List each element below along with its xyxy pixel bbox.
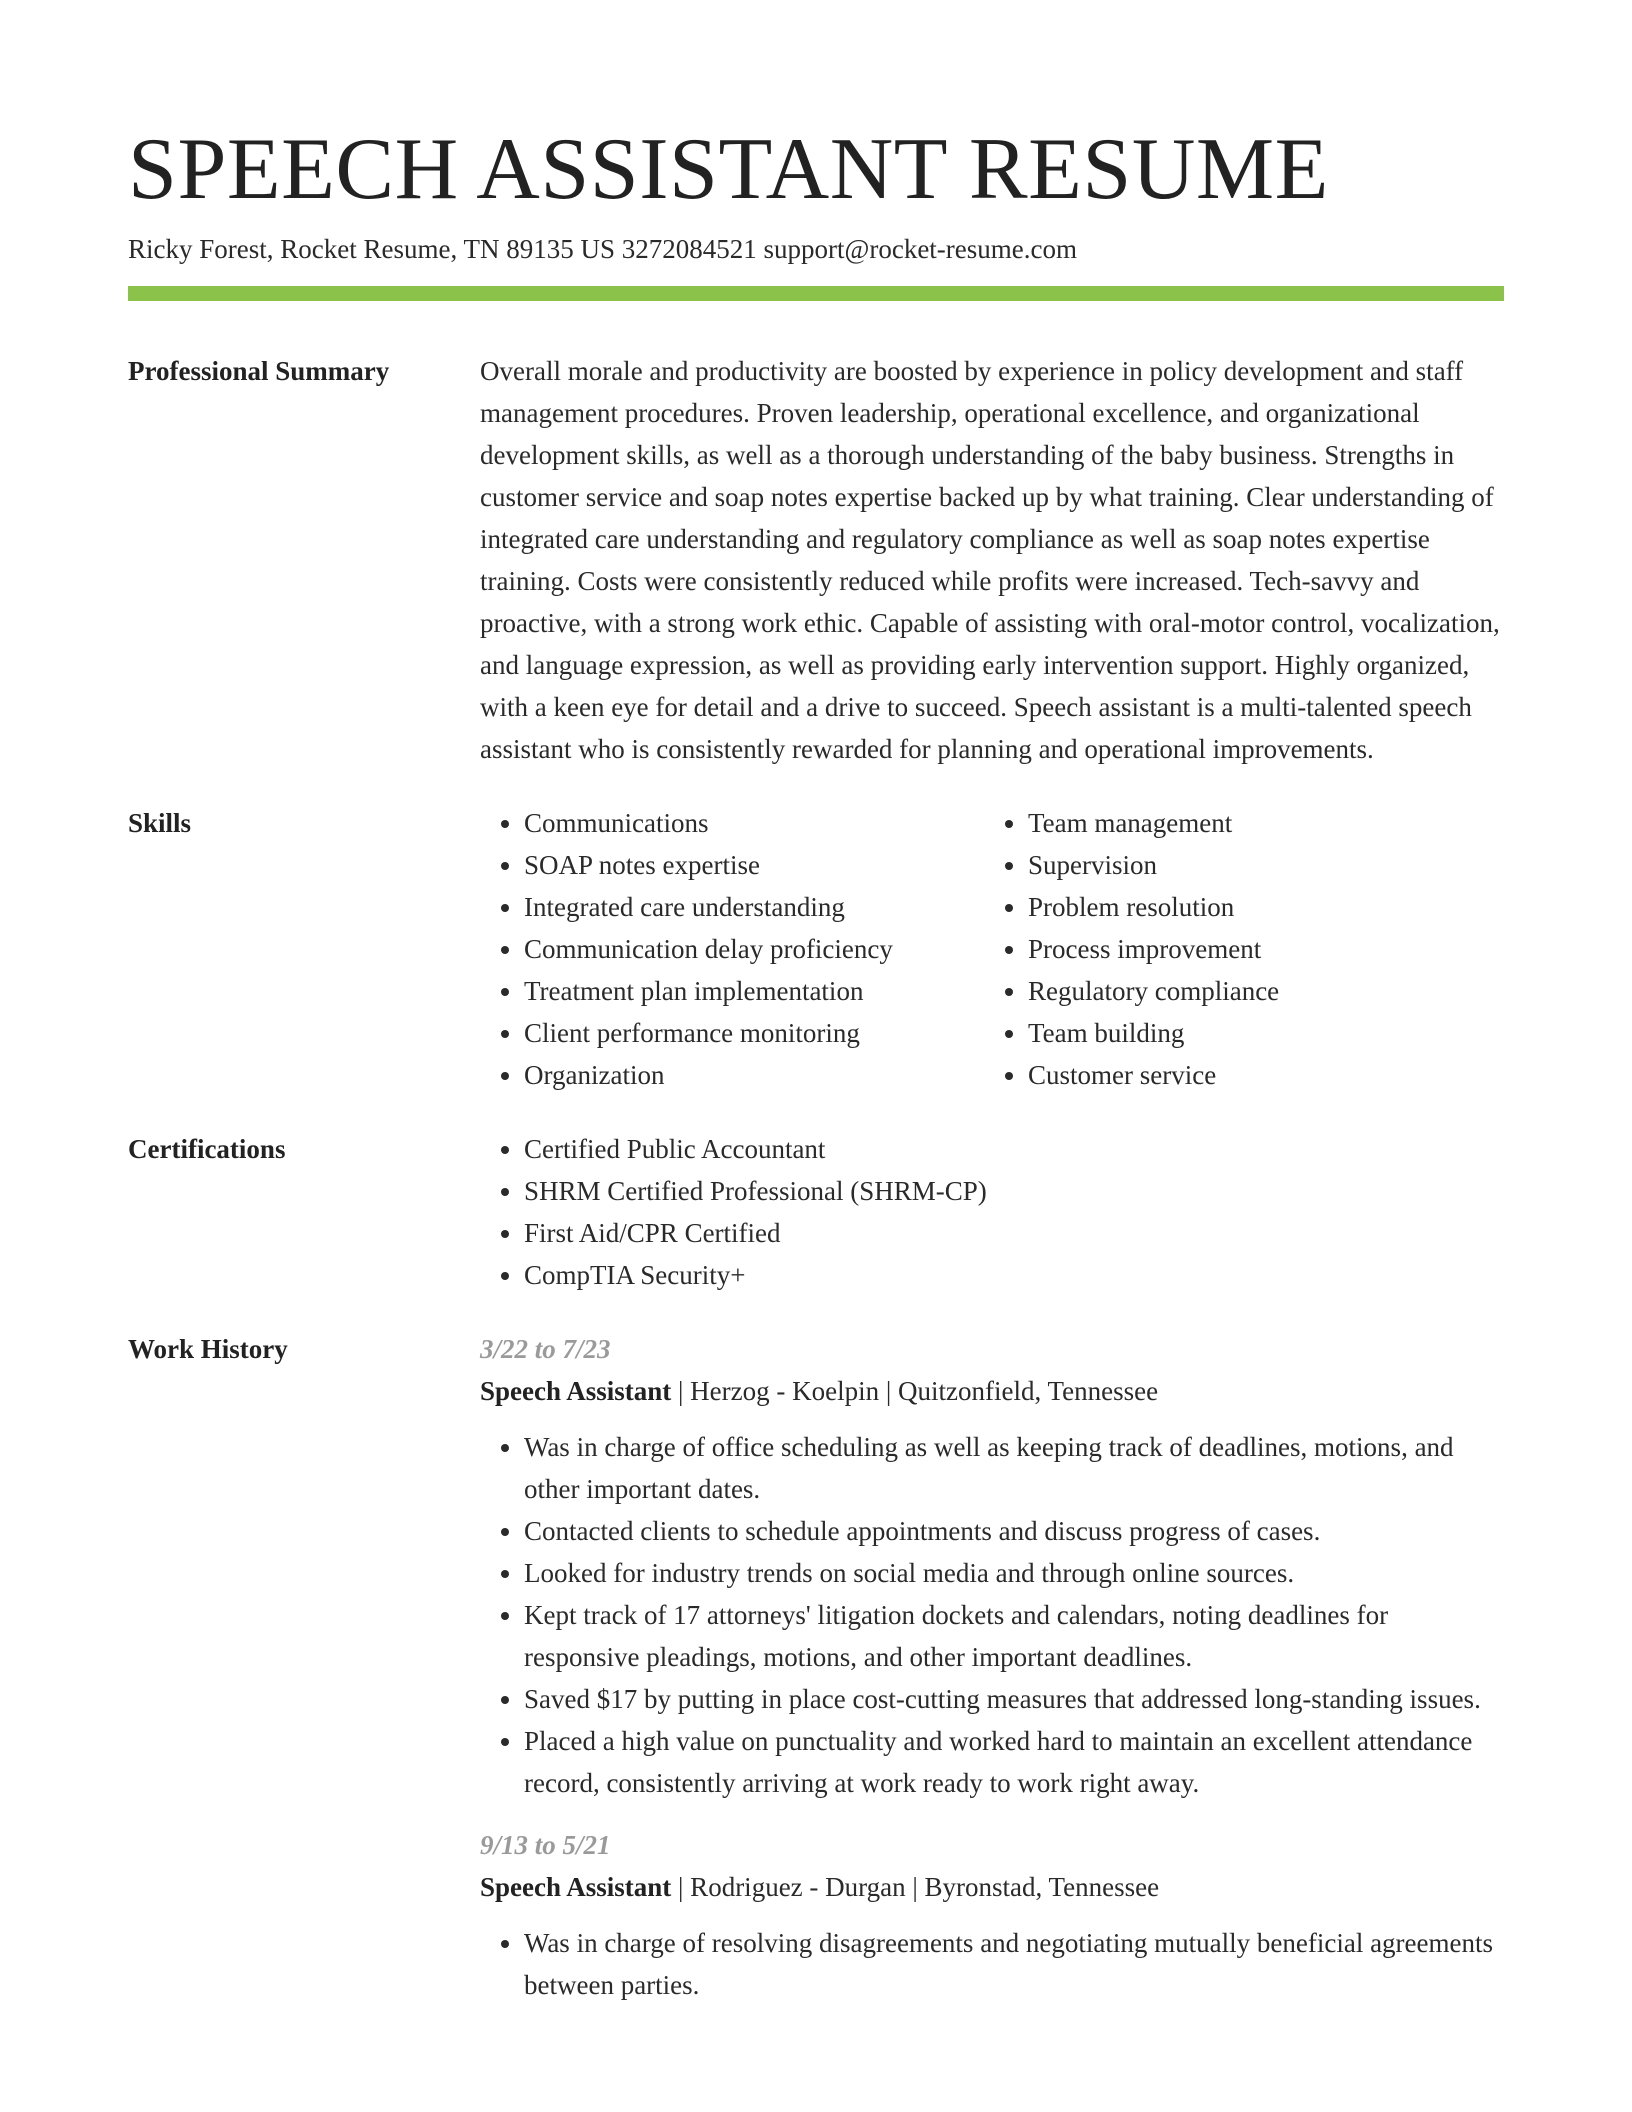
skill-item: • Supervision xyxy=(1028,844,1488,886)
certification-item: • SHRM Certified Professional (SHRM-CP) xyxy=(524,1170,1504,1212)
resume-sections xyxy=(128,350,1504,2058)
section-label-work-history: Work History xyxy=(128,1334,288,1364)
job-bullet: • Kept track of 17 attorneys' litigation dockets and calendars, noting deadlines for responsive pleadings, motions, and other important deadlines. xyxy=(524,1594,1504,1678)
job-title: Speech Assistant xyxy=(480,1872,672,1902)
job-bullet: • Contacted clients to schedule appointments and discuss progress of cases. xyxy=(524,1510,1504,1552)
skill-item: • Process improvement xyxy=(1028,928,1488,970)
job-header xyxy=(480,1866,1504,1908)
skill-item: • Organization xyxy=(524,1054,984,1096)
skill-item: • Client performance monitoring xyxy=(524,1012,984,1054)
section-certifications xyxy=(128,1128,1504,1296)
skill-item: • Communications xyxy=(524,802,984,844)
job-details: | Herzog - Koelpin | Quitzonfield, Tennessee xyxy=(671,1376,1159,1406)
job-bullet: • Saved $17 by putting in place cost-cutting measures that addressed long-standing issues. xyxy=(524,1678,1504,1720)
summary-text: Overall morale and productivity are boosted by experience in policy development and staff management procedures. Proven leadership, operational excellence, and organizational development skills, as well as a thorough understanding of the baby business. Strengths in customer service and soap notes expertise backed up by what training. Clear understanding of integrated care understanding and regulatory compliance as well as soap notes expertise training. Costs were consistently reduced while profits were increased. Tech-savvy and proactive, with a strong work ethic. Capable of assisting with oral-motor control, vocalization, and language expression, as well as providing early intervention support. Highly organized, with a keen eye for detail and a drive to succeed. Speech assistant is a multi-talented speech assistant who is consistently rewarded for planning and operational improvements. xyxy=(480,356,1500,764)
skill-item: • Problem resolution xyxy=(1028,886,1488,928)
section-label-certifications: Certifications xyxy=(128,1134,286,1164)
skills-list-left xyxy=(480,802,984,1096)
certification-item: • First Aid/CPR Certified xyxy=(524,1212,1504,1254)
job-bullet: • Was in charge of office scheduling as well as keeping track of deadlines, motions, and other important dates. xyxy=(524,1426,1504,1510)
certification-item: • CompTIA Security+ xyxy=(524,1254,1504,1296)
job-bullet: • Looked for industry trends on social media and through online sources. xyxy=(524,1552,1504,1594)
job-entry xyxy=(480,1328,1504,1804)
skills-list-right xyxy=(984,802,1488,1096)
skill-item: • SOAP notes expertise xyxy=(524,844,984,886)
skill-item: • Regulatory compliance xyxy=(1028,970,1488,1012)
certifications-list xyxy=(480,1128,1504,1296)
section-label-summary: Professional Summary xyxy=(128,356,390,386)
skill-item: • Treatment plan implementation xyxy=(524,970,984,1012)
job-bullets xyxy=(480,1426,1504,1804)
accent-divider xyxy=(128,286,1504,301)
certification-item: • Certified Public Accountant xyxy=(524,1128,1504,1170)
skill-item: • Customer service xyxy=(1028,1054,1488,1096)
contact-line: Ricky Forest, Rocket Resume, TN 89135 US 3272084521 support@rocket-resume.com xyxy=(128,234,1077,264)
job-bullet: • Placed a high value on punctuality and worked hard to maintain an excellent attendance record, consistently arriving at work ready to work right away. xyxy=(524,1720,1504,1804)
skill-item: • Communication delay proficiency xyxy=(524,928,984,970)
job-bullet: • Was in charge of resolving disagreements and negotiating mutually beneficial agreements between parties. xyxy=(524,1922,1504,2006)
skill-item: • Integrated care understanding xyxy=(524,886,984,928)
section-skills xyxy=(128,802,1504,1096)
section-professional-summary xyxy=(128,350,1504,770)
job-header xyxy=(480,1370,1504,1412)
skill-item: • Team management xyxy=(1028,802,1488,844)
job-entry xyxy=(480,1824,1504,2006)
job-dates: 3/22 to 7/23 xyxy=(480,1334,611,1364)
section-label-skills: Skills xyxy=(128,808,192,838)
section-work-history xyxy=(128,1328,1504,2026)
job-dates: 9/13 to 5/21 xyxy=(480,1830,611,1860)
job-details: | Rodriguez - Durgan | Byronstad, Tennessee xyxy=(671,1872,1160,1902)
skill-item: • Team building xyxy=(1028,1012,1488,1054)
resume-title: SPEECH ASSISTANT RESUME xyxy=(128,121,1329,218)
job-title: Speech Assistant xyxy=(480,1376,672,1406)
job-bullets xyxy=(480,1922,1504,2006)
